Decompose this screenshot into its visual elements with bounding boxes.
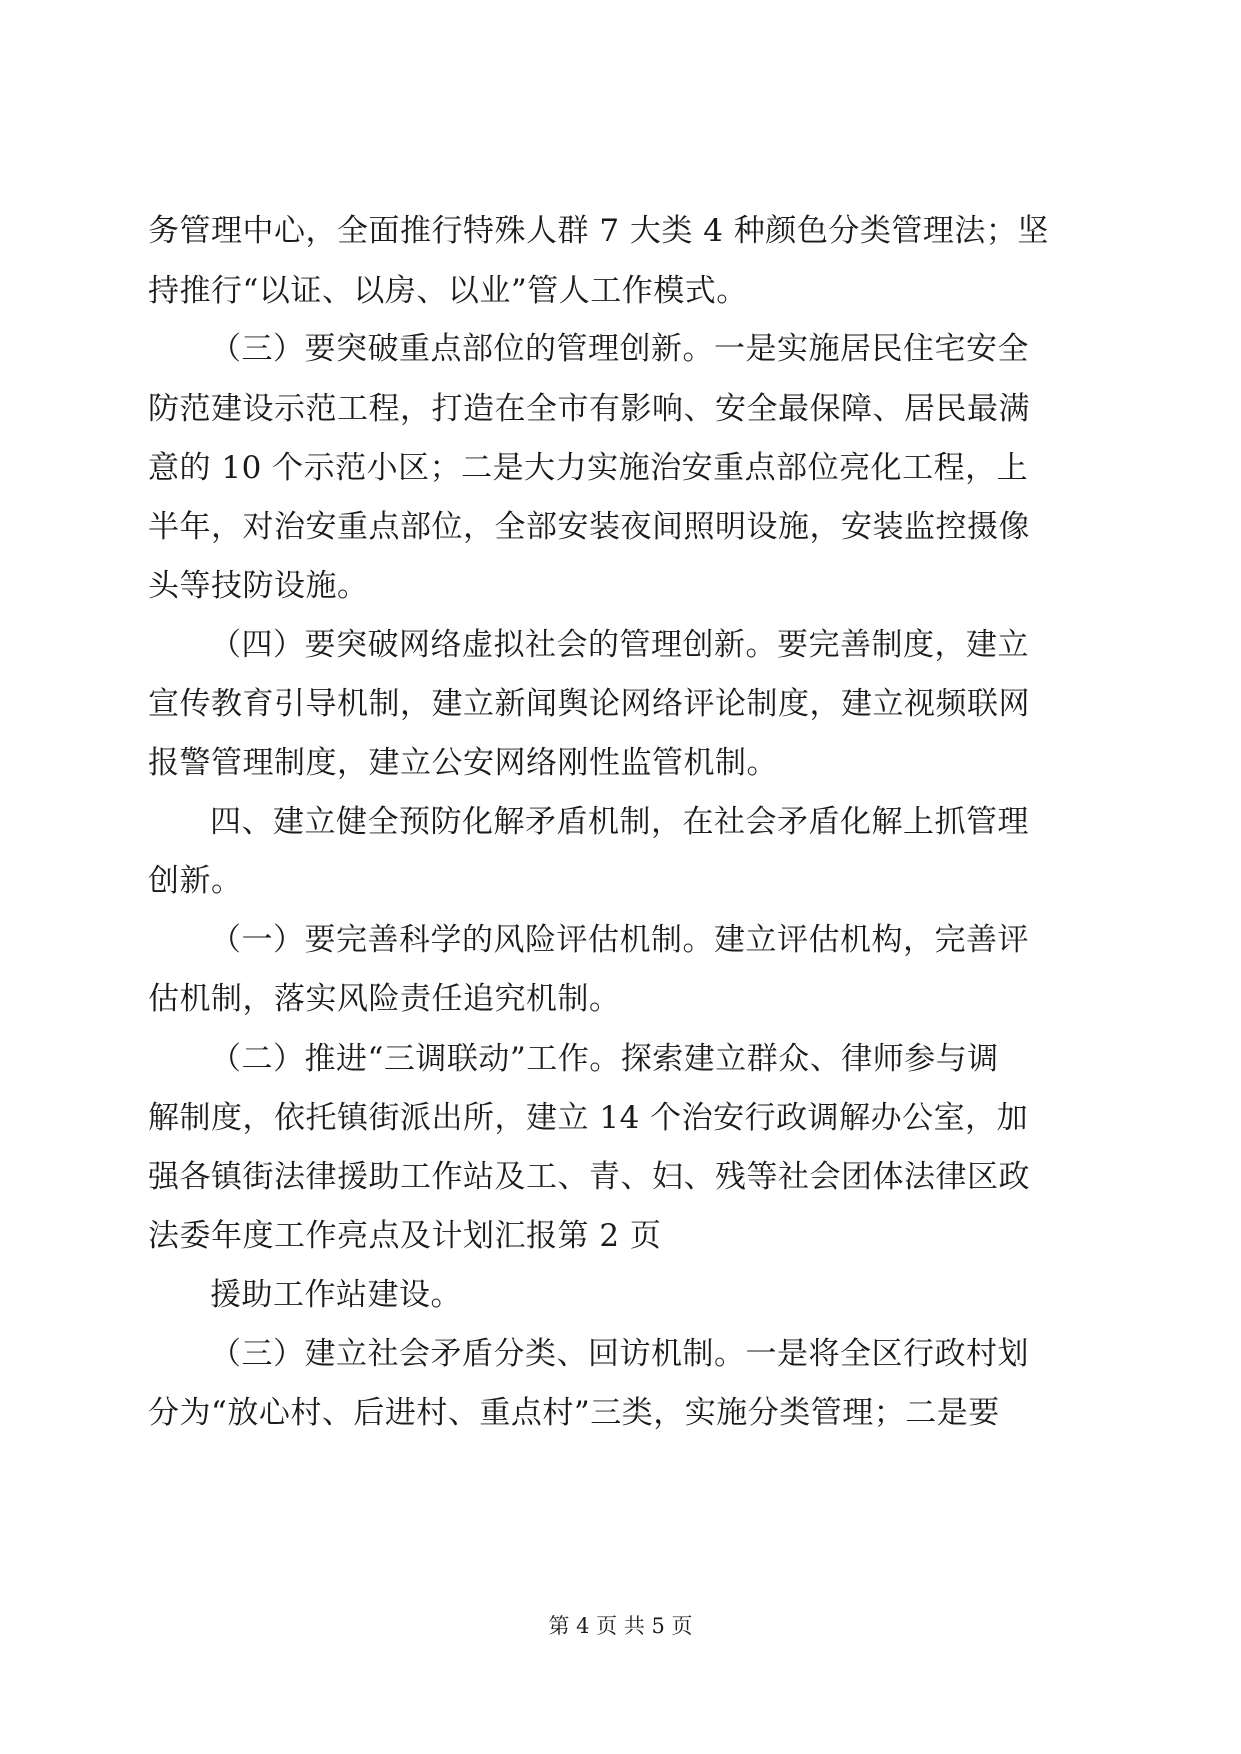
body-text-line: 法委年度工作亮点及计划汇报第 2 页 [148,1218,662,1254]
section-paragraph-start: （二）推进“三调联动”工作。探索建立群众、律师参与调 [210,1041,999,1077]
body-text-line: 解制度，依托镇街派出所，建立 14 个治安行政调解办公室，加 [148,1100,1029,1136]
section-paragraph-start: （三）建立社会矛盾分类、回访机制。一是将全区行政村划 [210,1336,1029,1372]
body-text-line: 持推行“以证、以房、以业”管人工作模式。 [148,273,748,309]
body-text-line: 强各镇街法律援助工作站及工、青、妇、残等社会团体法律区政 [148,1159,1030,1195]
body-text-line: 分为“放心村、后进村、重点村”三类，实施分类管理；二是要 [148,1395,1000,1431]
body-text-line: 半年，对治安重点部位，全部安装夜间照明设施，安装监控摄像 [148,509,1030,545]
body-text-line: 宣传教育引导机制，建立新闻舆论网络评论制度，建立视频联网 [148,686,1030,722]
body-text-line: 务管理中心，全面推行特殊人群 7 大类 4 种颜色分类管理法；坚 [148,213,1049,249]
body-text-line: 意的 10 个示范小区；二是大力实施治安重点部位亮化工程，上 [148,450,1029,486]
body-text-line: 头等技防设施。 [148,568,369,604]
body-text-line: 防范建设示范工程，打造在全市有影响、安全最保障、居民最满 [148,391,1030,427]
body-text-line: 援助工作站建设。 [210,1277,462,1313]
section-paragraph-start: （一）要完善科学的风险评估机制。建立评估机构，完善评 [210,922,1029,958]
body-text-line: 报警管理制度，建立公安网络刚性监管机制。 [148,745,778,781]
section-paragraph-start: （四）要突破网络虚拟社会的管理创新。要完善制度，建立 [210,627,1029,663]
body-text-line: 创新。 [148,863,243,899]
section-paragraph-start: （三）要突破重点部位的管理创新。一是实施居民住宅安全 [210,331,1029,367]
section-heading: 四、建立健全预防化解矛盾机制，在社会矛盾化解上抓管理 [210,804,1029,840]
body-text-line: 估机制，落实风险责任追究机制。 [148,981,621,1017]
page-footer: 第 4 页 共 5 页 [548,1614,693,1638]
